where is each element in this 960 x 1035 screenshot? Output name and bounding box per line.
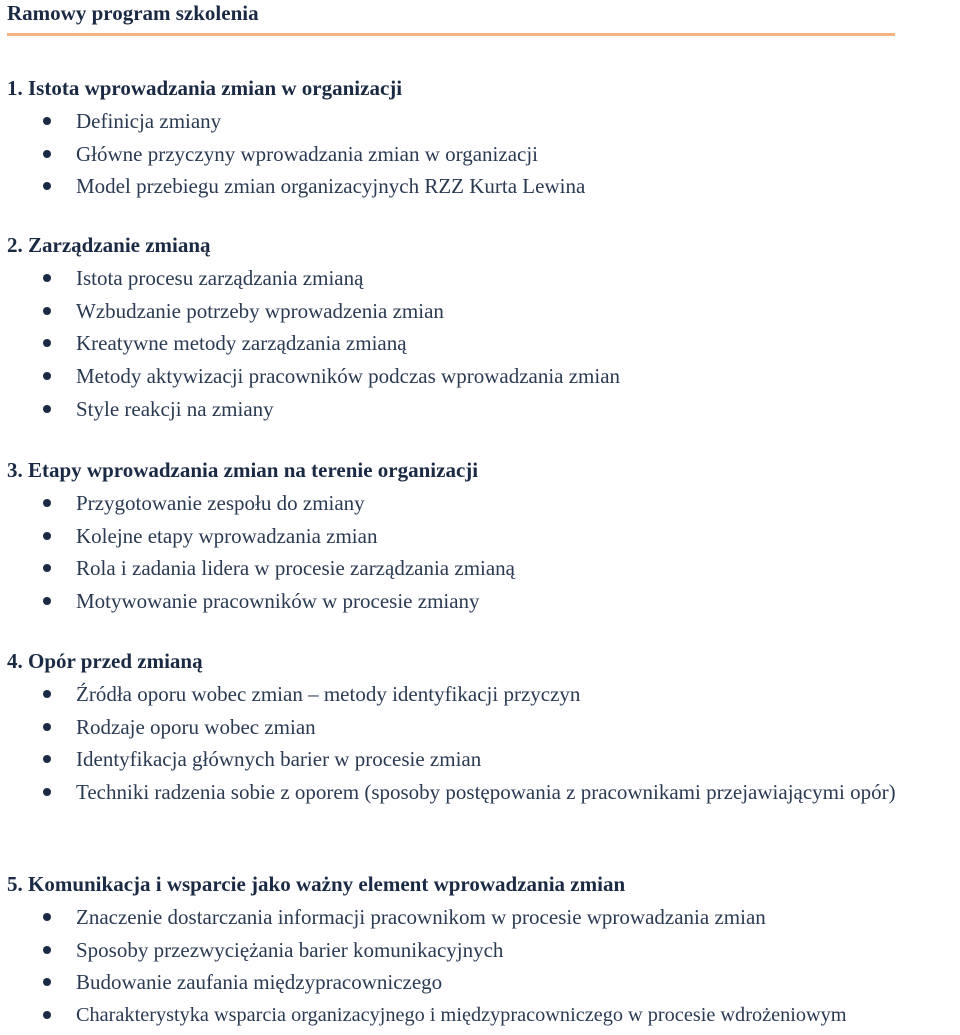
list-item-text: Znaczenie dostarczania informacji pracownikom w procesie wprowadzania zmian xyxy=(76,905,766,929)
bullet-icon xyxy=(43,532,51,540)
bullet-icon xyxy=(43,499,51,507)
list-item-text: Źródła oporu wobec zmian – metody identyfikacji przyczyn xyxy=(76,682,581,706)
list-item xyxy=(0,779,896,843)
bullet-icon xyxy=(43,788,51,796)
title-underline xyxy=(7,33,895,36)
section-heading: 3. Etapy wprowadzania zmian na terenie organizacji xyxy=(7,458,479,482)
bullet-icon xyxy=(43,913,51,921)
list-item-text: Rola i zadania lidera w procesie zarządzania zmianą xyxy=(76,556,516,581)
list-item-text: Charakterystyka wsparcia organizacyjnego i międzypracowniczego w procesie wdrożeniowym xyxy=(76,1004,847,1027)
list-item-text: Metody aktywizacji pracowników podczas wprowadzania zmian xyxy=(76,364,621,389)
section-heading: 4. Opór przed zmianą xyxy=(7,649,203,673)
bullet-icon xyxy=(43,182,51,190)
list-item-text: Techniki radzenia sobie z oporem (sposoby postępowania z pracownikami przejawiającymi opór) xyxy=(76,780,896,805)
list-item xyxy=(0,714,880,747)
bullet-icon xyxy=(43,307,51,315)
list-item-text: Motywowanie pracowników w procesie zmiany xyxy=(76,589,480,614)
section-heading: 1. Istota wprowadzania zmian w organizacji xyxy=(7,76,403,100)
list-item-text: Identyfikacja głównych barier w procesie zmian xyxy=(76,747,482,772)
bullet-icon xyxy=(43,339,51,347)
bullet-icon xyxy=(43,978,51,986)
bullet-icon xyxy=(43,946,51,954)
list-item-text: Model przebiegu zmian organizacyjnych RZZ Kurta Lewina xyxy=(76,174,586,199)
bullet-icon xyxy=(43,150,51,158)
list-item-text: Definicja zmiany xyxy=(76,109,222,133)
list-item-text: Główne przyczyny wprowadzania zmian w organizacji xyxy=(76,141,539,166)
list-item-text: Sposoby przezwyciężania barier komunikacyjnych xyxy=(76,937,504,962)
bullet-icon xyxy=(43,755,51,763)
bullet-list xyxy=(0,681,896,843)
list-item-text: Style reakcji na zmiany xyxy=(76,396,274,421)
document-title: Ramowy program szkolenia xyxy=(7,1,259,25)
bullet-icon xyxy=(43,564,51,572)
bullet-icon xyxy=(43,690,51,698)
bullet-icon xyxy=(43,405,51,413)
list-item-text: Kolejne etapy wprowadzania zmian xyxy=(76,523,378,548)
list-item-text: Rodzaje oporu wobec zmian xyxy=(76,714,316,739)
bullet-icon xyxy=(43,597,51,605)
list-item xyxy=(0,681,880,714)
list-item-text: Wzbudzanie potrzeby wprowadzenia zmian xyxy=(76,298,444,323)
list-item-text: Budowanie zaufania międzypracowniczego xyxy=(76,970,443,995)
section-heading: 2. Zarządzanie zmianą xyxy=(7,233,211,257)
list-item-text: Przygotowanie zespołu do zmiany xyxy=(76,491,365,515)
bullet-icon xyxy=(43,372,51,380)
section-heading: 5. Komunikacja i wsparcie jako ważny element wprowadzania zmian xyxy=(7,872,626,896)
bullet-icon xyxy=(43,274,51,282)
list-item-text: Kreatywne metody zarządzania zmianą xyxy=(76,331,407,356)
list-item xyxy=(0,746,880,779)
bullet-icon xyxy=(43,117,51,125)
bullet-icon xyxy=(43,1011,51,1019)
list-item-text: Istota procesu zarządzania zmianą xyxy=(76,266,364,290)
bullet-icon xyxy=(43,723,51,731)
